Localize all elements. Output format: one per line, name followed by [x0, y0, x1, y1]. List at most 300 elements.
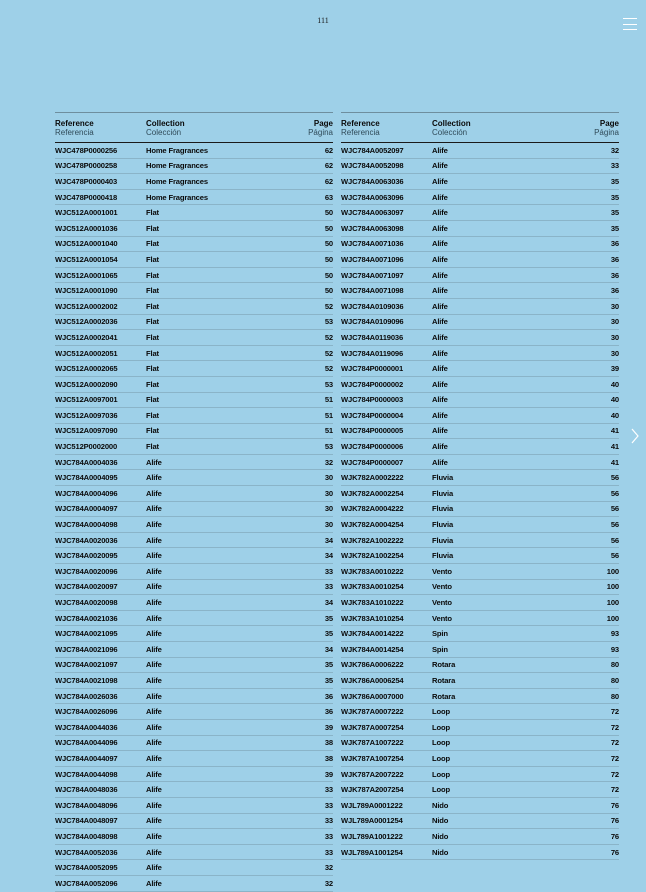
header-page-es: Página	[594, 128, 619, 137]
page-cell: 36	[324, 691, 333, 701]
reference-cell: WJC512A0002090	[55, 379, 118, 389]
reference-cell: WJC784A0048098	[55, 831, 118, 841]
collection-cell: Alife	[146, 488, 162, 498]
collection-cell: Alife	[432, 161, 448, 171]
reference-cell: WJC784A0026096	[55, 707, 118, 717]
reference-cell: WJC784A0020095	[55, 551, 118, 561]
reference-cell: WJK782A0002254	[341, 488, 404, 498]
reference-cell: WJK783A0010222	[341, 566, 404, 576]
table-row	[341, 642, 619, 658]
collection-cell: Loop	[432, 785, 450, 795]
collection-cell: Flat	[146, 410, 159, 420]
table-row	[341, 221, 619, 237]
table-body	[341, 143, 619, 860]
table-row	[55, 502, 333, 518]
table-row	[341, 174, 619, 190]
table-row	[55, 283, 333, 299]
table-row	[341, 502, 619, 518]
page-cell: 35	[610, 192, 619, 202]
table-row	[341, 455, 619, 471]
table-row	[341, 767, 619, 783]
reference-cell: WJC784A0044098	[55, 769, 118, 779]
collection-cell: Alife	[146, 831, 162, 841]
reference-table-left	[55, 112, 333, 892]
reference-cell: WJC784A0063098	[341, 223, 404, 233]
reference-cell: WJC784A0020036	[55, 535, 118, 545]
collection-cell: Alife	[146, 629, 162, 639]
header-page-en: Page	[313, 119, 333, 128]
reference-cell: WJC784A0063096	[341, 192, 404, 202]
collection-cell: Vento	[432, 582, 452, 592]
page-cell: 80	[610, 660, 619, 670]
collection-cell: Alife	[432, 442, 448, 452]
table-row	[55, 190, 333, 206]
chevron-right-icon[interactable]	[631, 428, 639, 449]
table-row	[341, 470, 619, 486]
collection-cell: Alife	[146, 675, 162, 685]
collection-cell: Alife	[432, 379, 448, 389]
collection-cell: Alife	[146, 660, 162, 670]
table-row	[341, 143, 619, 159]
table-row	[341, 736, 619, 752]
reference-cell: WJC784A0021097	[55, 660, 118, 670]
page-cell: 30	[324, 504, 333, 514]
reference-cell: WJK787A2007222	[341, 769, 404, 779]
table-row	[55, 252, 333, 268]
reference-cell: WJC784A0020098	[55, 598, 118, 608]
collection-cell: Vento	[432, 566, 452, 576]
page-cell: 40	[610, 395, 619, 405]
page-cell: 62	[324, 161, 333, 171]
table-row	[55, 642, 333, 658]
collection-cell: Alife	[146, 551, 162, 561]
reference-cell: WJL789A0001254	[341, 816, 403, 826]
reference-cell: WJC512A0002041	[55, 332, 118, 342]
collection-cell: Flat	[146, 379, 159, 389]
collection-cell: Flat	[146, 395, 159, 405]
table-row	[55, 658, 333, 674]
page-cell: 53	[324, 442, 333, 452]
chevron-right-icon-svg	[631, 428, 639, 444]
table-row	[55, 626, 333, 642]
header-reference-en: Reference	[341, 119, 380, 128]
collection-cell: Alife	[432, 286, 448, 296]
reference-cell: WJC478P0000403	[55, 176, 118, 186]
table-row	[55, 611, 333, 627]
table-row	[341, 330, 619, 346]
reference-cell: WJC784A0119036	[341, 332, 404, 342]
collection-cell: Alife	[432, 145, 448, 155]
collection-cell: Alife	[146, 863, 162, 873]
reference-cell: WJC784A0021036	[55, 613, 118, 623]
page-cell: 50	[324, 286, 333, 296]
collection-cell: Flat	[146, 254, 159, 264]
table-row	[55, 408, 333, 424]
collection-cell: Alife	[432, 239, 448, 249]
reference-cell: WJC512A0097090	[55, 426, 118, 436]
page-cell: 56	[610, 551, 619, 561]
page-cell: 63	[324, 192, 333, 202]
collection-cell: Alife	[432, 176, 448, 186]
table-row	[341, 658, 619, 674]
table-row	[341, 377, 619, 393]
page-cell: 30	[610, 317, 619, 327]
table-row	[55, 268, 333, 284]
reference-cell: WJC512A0001040	[55, 239, 118, 249]
reference-cell: WJC784A0021098	[55, 675, 118, 685]
reference-cell: WJC478P0000258	[55, 161, 118, 171]
page-cell: 93	[610, 644, 619, 654]
table-row	[341, 564, 619, 580]
table-row	[341, 845, 619, 861]
table-row	[341, 751, 619, 767]
reference-cell: WJK787A0007254	[341, 722, 404, 732]
reference-cell: WJC784A0052098	[341, 161, 404, 171]
collection-cell: Vento	[432, 598, 452, 608]
page-cell: 36	[610, 239, 619, 249]
collection-cell: Flat	[146, 286, 159, 296]
collection-cell: Nido	[432, 847, 449, 857]
table-row	[341, 205, 619, 221]
page-cell: 62	[324, 176, 333, 186]
table-row	[55, 517, 333, 533]
reference-cell: WJK787A1007254	[341, 753, 404, 763]
collection-cell: Fluvia	[432, 488, 454, 498]
collection-cell: Home Fragrances	[146, 176, 208, 186]
table-row	[341, 252, 619, 268]
reference-cell: WJC478P0000418	[55, 192, 118, 202]
header-collection-en: Collection	[432, 119, 471, 128]
page-cell: 40	[610, 410, 619, 420]
page-cell: 93	[610, 629, 619, 639]
reference-cell: WJC784A0052096	[55, 878, 118, 888]
reference-cell: WJC784A0004097	[55, 504, 118, 514]
reference-cell: WJC784A0026036	[55, 691, 118, 701]
table-row	[55, 595, 333, 611]
page-cell: 33	[324, 831, 333, 841]
table-row	[55, 143, 333, 159]
collection-cell: Flat	[146, 317, 159, 327]
page-cell: 35	[610, 223, 619, 233]
table-row	[55, 237, 333, 253]
table-row	[341, 315, 619, 331]
collection-cell: Alife	[146, 878, 162, 888]
reference-cell: WJC512A0001036	[55, 223, 118, 233]
page-cell: 72	[610, 722, 619, 732]
page-cell: 50	[324, 270, 333, 280]
table-row	[55, 330, 333, 346]
reference-cell: WJL789A1001254	[341, 847, 403, 857]
collection-cell: Loop	[432, 722, 450, 732]
menu-line	[623, 29, 637, 30]
reference-cell: WJC784A0048036	[55, 785, 118, 795]
table-row	[341, 361, 619, 377]
collection-cell: Fluvia	[432, 551, 454, 561]
table-row	[55, 580, 333, 596]
reference-cell: WJC784A0044097	[55, 753, 118, 763]
header-page-es: Página	[308, 128, 333, 137]
collection-cell: Rotara	[432, 660, 456, 670]
reference-cell: WJC784A0063097	[341, 208, 404, 218]
table-row	[341, 299, 619, 315]
page-cell: 51	[324, 426, 333, 436]
page-cell: 72	[610, 738, 619, 748]
table-row	[341, 611, 619, 627]
collection-cell: Alife	[432, 301, 448, 311]
reference-cell: WJC512A0097036	[55, 410, 118, 420]
page-cell: 34	[324, 644, 333, 654]
table-row	[341, 346, 619, 362]
reference-cell: WJC512P0002000	[55, 442, 118, 452]
header-reference	[341, 119, 432, 142]
collection-cell: Alife	[432, 426, 448, 436]
collection-cell: Alife	[432, 395, 448, 405]
page-cell: 50	[324, 254, 333, 264]
table-row	[341, 408, 619, 424]
collection-cell: Alife	[146, 535, 162, 545]
table-row	[55, 174, 333, 190]
page-cell: 53	[324, 379, 333, 389]
collection-cell: Alife	[432, 192, 448, 202]
page-cell: 56	[610, 473, 619, 483]
reference-cell: WJC784P0000003	[341, 395, 404, 405]
page-cell: 38	[324, 753, 333, 763]
page-cell: 36	[610, 286, 619, 296]
page-cell: 30	[324, 473, 333, 483]
collection-cell: Alife	[432, 223, 448, 233]
page-number: 111	[317, 16, 329, 25]
table-row	[55, 159, 333, 175]
table-row	[55, 393, 333, 409]
table-row	[341, 704, 619, 720]
collection-cell: Loop	[432, 738, 450, 748]
page-cell: 52	[324, 301, 333, 311]
table-header	[55, 113, 333, 143]
page-cell: 33	[324, 800, 333, 810]
reference-cell: WJC784A0109036	[341, 301, 404, 311]
collection-cell: Nido	[432, 800, 449, 810]
page-cell: 38	[324, 738, 333, 748]
collection-cell: Flat	[146, 208, 159, 218]
page-cell: 76	[610, 800, 619, 810]
table-row	[341, 439, 619, 455]
page-cell: 72	[610, 769, 619, 779]
reference-cell: WJC784A0048096	[55, 800, 118, 810]
table-row	[55, 361, 333, 377]
reference-cell: WJC512A0001054	[55, 254, 118, 264]
table-row	[341, 798, 619, 814]
reference-cell: WJC784A0048097	[55, 816, 118, 826]
page-cell: 36	[610, 254, 619, 264]
collection-cell: Rotara	[432, 691, 456, 701]
page-cell: 39	[610, 364, 619, 374]
page-cell: 30	[610, 301, 619, 311]
table-row	[341, 580, 619, 596]
table-row	[341, 782, 619, 798]
page-cell: 32	[324, 878, 333, 888]
reference-cell: WJC784P0000002	[341, 379, 404, 389]
reference-cell: WJC512A0001065	[55, 270, 118, 280]
page-cell: 62	[324, 145, 333, 155]
collection-cell: Alife	[146, 644, 162, 654]
collection-cell: Alife	[146, 707, 162, 717]
header-collection	[432, 119, 572, 142]
header-reference-en: Reference	[55, 119, 94, 128]
collection-cell: Loop	[432, 753, 450, 763]
reference-cell: WJC784A0020096	[55, 566, 118, 576]
collection-cell: Flat	[146, 223, 159, 233]
table-row	[55, 704, 333, 720]
table-row	[55, 782, 333, 798]
reference-cell: WJC784A0109096	[341, 317, 404, 327]
table-row	[55, 689, 333, 705]
table-row	[55, 315, 333, 331]
page-cell: 72	[610, 753, 619, 763]
page-cell: 36	[324, 707, 333, 717]
page-cell: 34	[324, 535, 333, 545]
reference-cell: WJK782A0004222	[341, 504, 404, 514]
collection-cell: Alife	[146, 691, 162, 701]
collection-cell: Alife	[146, 722, 162, 732]
collection-cell: Alife	[432, 364, 448, 374]
reference-cell: WJC784A0119096	[341, 348, 404, 358]
table-row	[55, 548, 333, 564]
reference-cell: WJC512A0002036	[55, 317, 118, 327]
table-row	[55, 205, 333, 221]
reference-cell: WJC784A0052097	[341, 145, 404, 155]
reference-table-right	[341, 112, 619, 860]
page-cell: 32	[324, 457, 333, 467]
page-cell: 41	[610, 426, 619, 436]
collection-cell: Alife	[432, 270, 448, 280]
page-cell: 32	[324, 863, 333, 873]
page-cell: 53	[324, 317, 333, 327]
table-row	[55, 424, 333, 440]
header-reference-es: Referencia	[55, 128, 94, 137]
page-cell: 52	[324, 348, 333, 358]
collection-cell: Flat	[146, 348, 159, 358]
reference-cell: WJC512A0001001	[55, 208, 118, 218]
reference-cell: WJC784P0000005	[341, 426, 404, 436]
collection-cell: Alife	[432, 348, 448, 358]
table-row	[341, 814, 619, 830]
collection-cell: Alife	[146, 738, 162, 748]
page-cell: 34	[324, 551, 333, 561]
page-cell: 30	[324, 488, 333, 498]
collection-cell: Loop	[432, 707, 450, 717]
collection-cell: Alife	[146, 598, 162, 608]
reference-cell: WJK784A0014222	[341, 629, 404, 639]
page-cell: 100	[606, 613, 619, 623]
collection-cell: Alife	[146, 800, 162, 810]
reference-cell: WJC784A0044096	[55, 738, 118, 748]
table-row	[55, 533, 333, 549]
page-cell: 35	[324, 675, 333, 685]
page-cell: 51	[324, 410, 333, 420]
reference-cell: WJC784A0004098	[55, 520, 118, 530]
header-page-en: Page	[599, 119, 619, 128]
table-row	[341, 424, 619, 440]
collection-cell: Rotara	[432, 675, 456, 685]
table-row	[341, 673, 619, 689]
page-cell: 35	[610, 208, 619, 218]
reference-cell: WJC512A0002065	[55, 364, 118, 374]
table-row	[341, 159, 619, 175]
page-cell: 52	[324, 332, 333, 342]
collection-cell: Alife	[432, 208, 448, 218]
collection-cell: Alife	[146, 847, 162, 857]
page-cell: 56	[610, 520, 619, 530]
table-row	[55, 814, 333, 830]
collection-cell: Home Fragrances	[146, 192, 208, 202]
collection-cell: Alife	[146, 769, 162, 779]
table-row	[341, 268, 619, 284]
reference-cell: WJK782A1002254	[341, 551, 404, 561]
reference-cell: WJK787A1007222	[341, 738, 404, 748]
page-cell: 35	[324, 629, 333, 639]
page-cell: 41	[610, 457, 619, 467]
page-cell: 50	[324, 239, 333, 249]
reference-cell: WJC784P0000004	[341, 410, 404, 420]
table-row	[55, 829, 333, 845]
reference-cell: WJC512A0001090	[55, 286, 118, 296]
table-row	[55, 377, 333, 393]
reference-cell: WJK787A2007254	[341, 785, 404, 795]
reference-cell: WJC784A0071097	[341, 270, 404, 280]
hamburger-menu-icon[interactable]	[623, 18, 637, 30]
reference-cell: WJC784A0044036	[55, 722, 118, 732]
table-row	[55, 346, 333, 362]
page-cell: 32	[610, 145, 619, 155]
page-cell: 76	[610, 847, 619, 857]
table-row	[55, 673, 333, 689]
table-row	[341, 689, 619, 705]
page-cell: 39	[324, 769, 333, 779]
reference-cell: WJC784A0021096	[55, 644, 118, 654]
reference-cell: WJC784P0000001	[341, 364, 404, 374]
page-cell: 33	[324, 816, 333, 826]
collection-cell: Alife	[146, 566, 162, 576]
reference-cell: WJC784A0052036	[55, 847, 118, 857]
collection-cell: Nido	[432, 816, 449, 826]
collection-cell: Alife	[146, 473, 162, 483]
page-cell: 33	[324, 785, 333, 795]
table-row	[55, 299, 333, 315]
reference-cell: WJC784A0071096	[341, 254, 404, 264]
page-cell: 100	[606, 598, 619, 608]
collection-cell: Alife	[146, 785, 162, 795]
table-row	[55, 221, 333, 237]
table-row	[55, 470, 333, 486]
table-row	[341, 283, 619, 299]
table-row	[341, 720, 619, 736]
table-row	[341, 517, 619, 533]
reference-cell: WJL789A0001222	[341, 800, 403, 810]
reference-cell: WJK786A0007000	[341, 691, 404, 701]
reference-cell: WJK786A0006254	[341, 675, 404, 685]
reference-cell: WJK783A1010222	[341, 598, 404, 608]
collection-cell: Alife	[432, 254, 448, 264]
reference-cell: WJC784A0004036	[55, 457, 118, 467]
page-cell: 33	[324, 847, 333, 857]
table-row	[341, 393, 619, 409]
collection-cell: Alife	[432, 317, 448, 327]
reference-cell: WJC784A0063036	[341, 176, 404, 186]
page-cell: 50	[324, 223, 333, 233]
page-cell: 76	[610, 831, 619, 841]
page-cell: 35	[324, 613, 333, 623]
collection-cell: Fluvia	[432, 535, 454, 545]
